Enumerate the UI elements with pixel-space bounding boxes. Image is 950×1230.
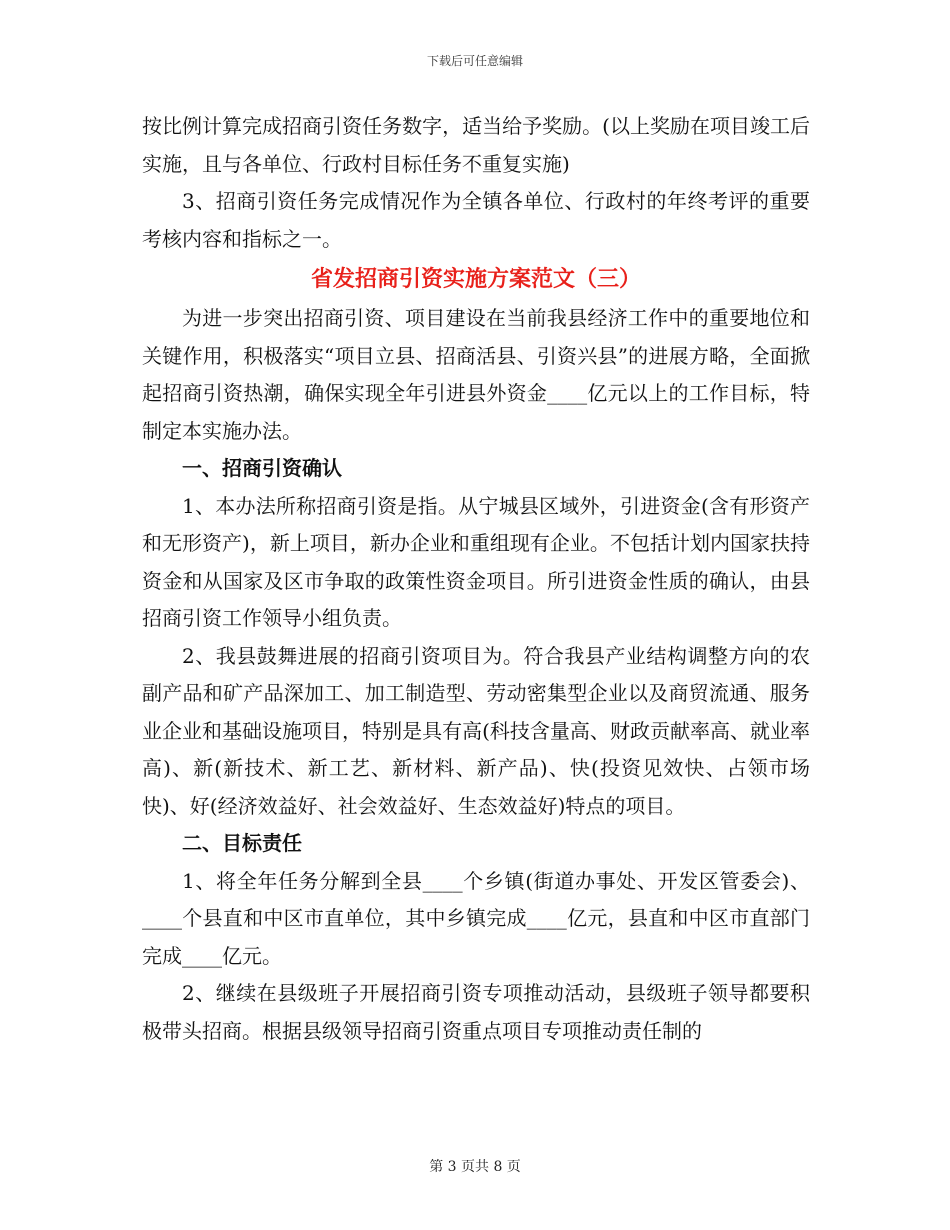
- heading-responsibility: 二、目标责任: [182, 831, 302, 855]
- paragraph-reward-note: 按比例计算完成招商引资任务数字，适当给予奖励。(以上奖励在项目竣工后实施，且与各单位、行政村目标任务不重复实施): [142, 114, 810, 176]
- paragraph-intro: 为进一步突出招商引资、项目建设在当前我县经济工作中的重要地位和关键作用，积极落实“项目立县、招商活县、引资兴县”的进展方略，全面掀起招商引资热潮，确保实现全年引进县外资金____亿元以上的工作目标，特制定本实施办法。: [142, 306, 810, 443]
- page-footer: 第 3 页共 8 页: [429, 1159, 521, 1175]
- paragraph-definition: 1、本办法所称招商引资是指。从宁城县区域外，引进资金(含有形资产和无形资产)，新上项目，新办企业和重组现有企业。不包括计划内国家扶持资金和从国家及区市争取的政策性资金项目。所引进资金性质的确认，由县招商引资工作领导小组负责。: [142, 493, 810, 630]
- document-body: [142, 108, 810, 1050]
- paragraph-leader-promotion: 2、继续在县级班子开展招商引资专项推动活动，县级班子领导都要积极带头招商。根据县级领导招商引资重点项目专项推动责任制的: [142, 981, 810, 1043]
- page-header: 下载后可任意编辑: [426, 54, 523, 68]
- heading-confirmation: 一、招商引资确认: [182, 456, 342, 480]
- paragraph-task-allocation: 1、将全年任务分解到全县____个乡镇(街道办事处、开发区管委会)、____个县直和中区市直单位，其中乡镇完成____亿元，县直和中区市直部门完成____亿元。: [142, 868, 810, 968]
- paragraph-assessment: 3、招商引资任务完成情况作为全镇各单位、行政村的年终考评的重要考核内容和指标之一。: [142, 189, 810, 251]
- paragraph-encouraged-projects: 2、我县鼓舞进展的招商引资项目为。符合我县产业结构调整方向的农副产品和矿产品深加工、加工制造型、劳动密集型企业以及商贸流通、服务业企业和基础设施项目，特别是具有高(科技含量高、财政贡献率高、就业率高)、新(新技术、新工艺、新材料、新产品)、快(投资见效快、占领市场快)、好(经济效益好、社会效益好、生态效益好)特点的项目。: [142, 643, 810, 818]
- section-title: 省发招商引资实施方案范文（三）: [310, 266, 641, 292]
